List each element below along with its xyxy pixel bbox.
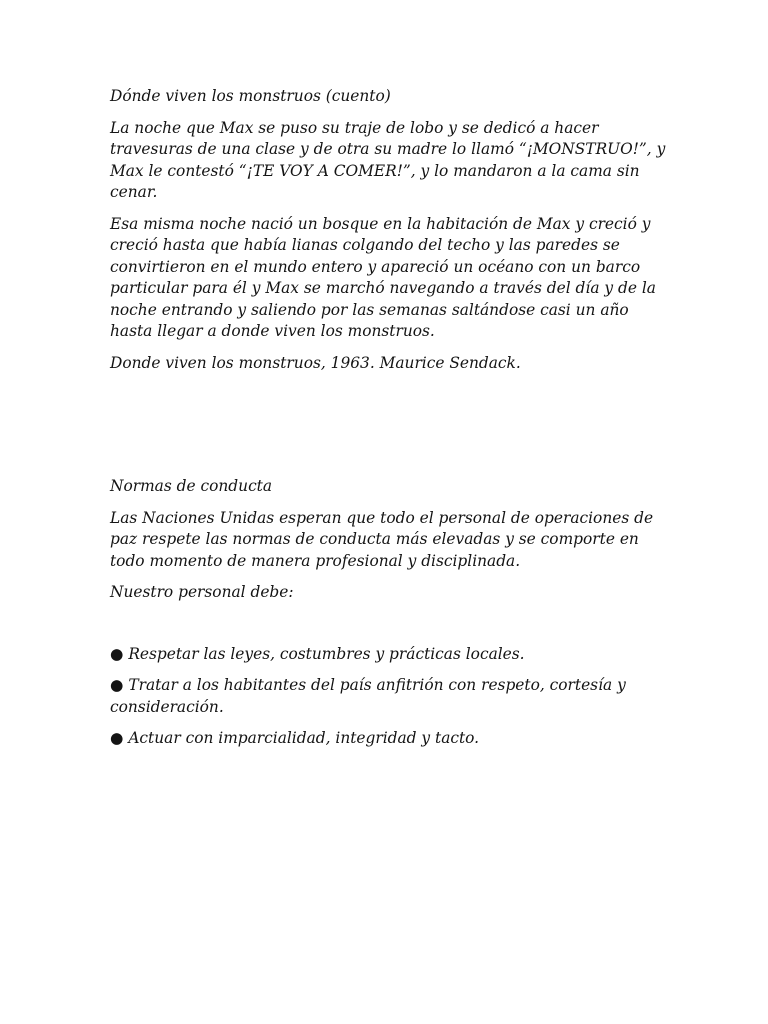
list-item: ● Tratar a los habitantes del país anfitrión con respeto, cortesía y consideración. xyxy=(110,676,626,716)
conduct-lead: Nuestro personal debe: xyxy=(110,583,294,601)
conduct-title: Normas de conducta xyxy=(110,477,273,495)
conduct-intro: Las Naciones Unidas esperan que todo el personal de operaciones de paz respete las normas de conducta más elevadas y se comporte en todo momento de manera profesional y disciplinada. xyxy=(110,508,654,570)
list-item: ● Respetar las leyes, costumbres y prácticas locales. xyxy=(110,644,525,663)
document-page xyxy=(110,86,670,760)
spacer xyxy=(110,614,670,644)
spacer xyxy=(110,384,670,476)
story-title: Dónde viven los monstruos (cuento) xyxy=(110,87,391,105)
story-citation: Donde viven los monstruos, 1963. Maurice Sendack. xyxy=(110,353,521,372)
story-paragraph-1: La noche que Max se puso su traje de lobo y se dedicó a hacer travesuras de una clase y de otra su madre lo llamó “¡MONSTRUO!”, y Max le contestó “¡TE VOY A COMER!”, y lo mandaron a la cama sin cenar. xyxy=(110,118,666,201)
list-item: ● Actuar con imparcialidad, integridad y tacto. xyxy=(110,729,480,747)
story-paragraph-2: Esa misma noche nació un bosque en la habitación de Max y creció y creció hasta que había lianas colgando del techo y las paredes se convirtieron en el mundo entero y apareció un océano con un barco particular para él y Max se marchó navegando a través del día y de la noche entrando y saliendo por las semanas saltándose casi un año hasta llegar a donde viven los monstruos. xyxy=(110,214,656,340)
